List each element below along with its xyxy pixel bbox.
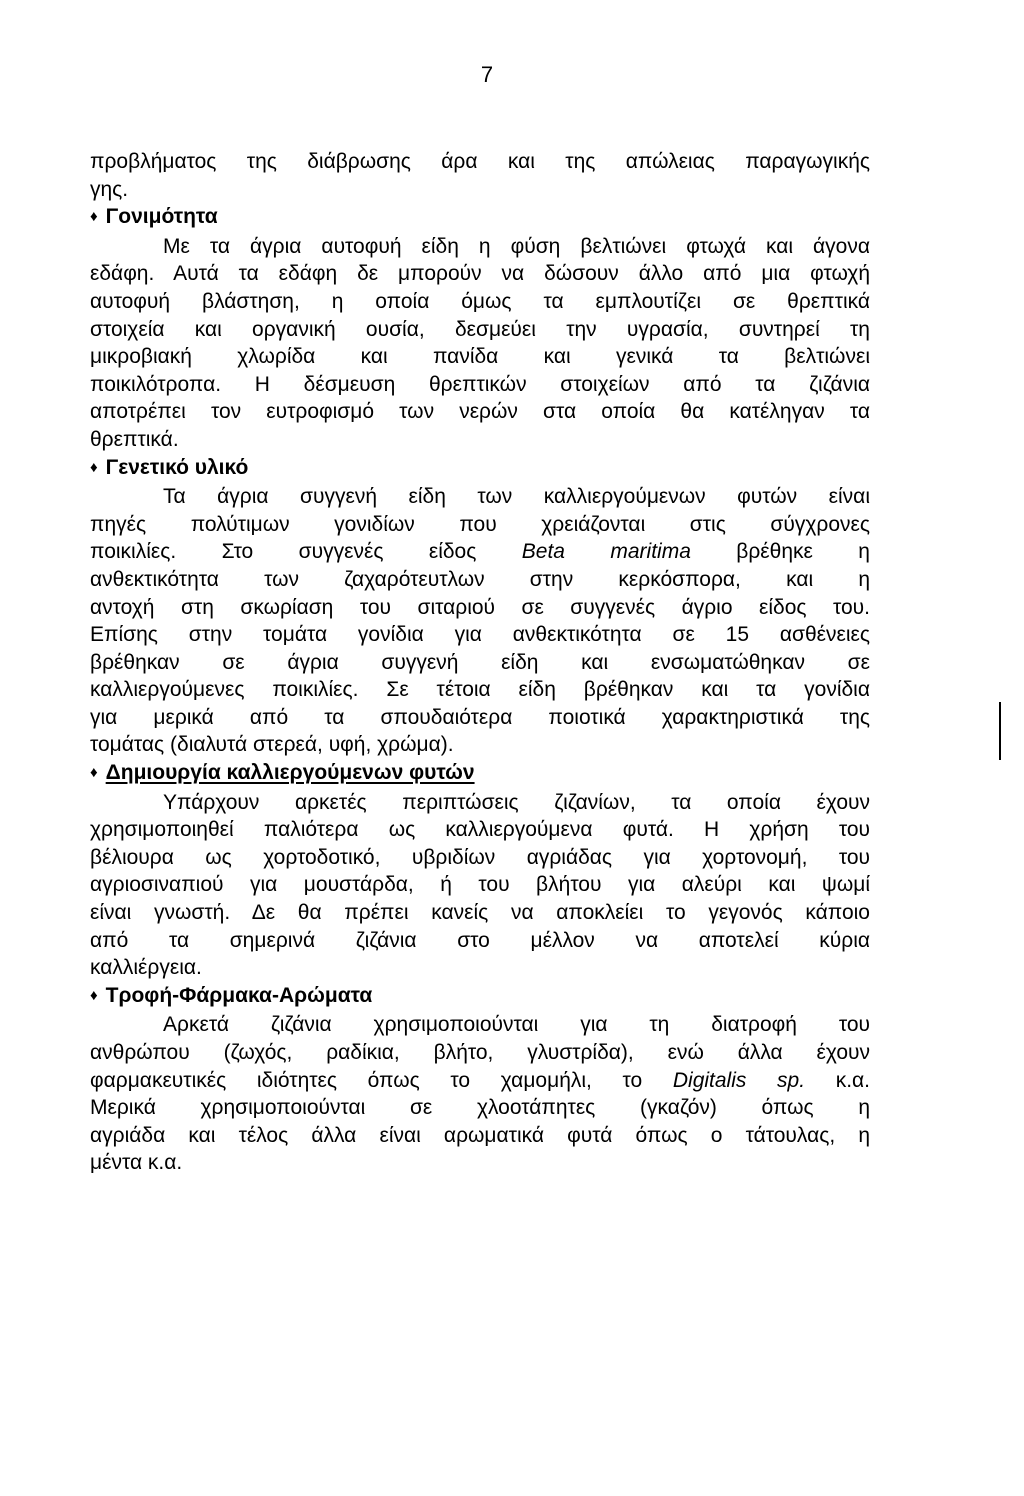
text-line: Με τα άγρια αυτοφυή είδη η φύση βελτιώνει φτωχά και άγονα (163, 234, 870, 258)
text-line: ανθεκτικότητα των ζαχαρότευτλων στην κερκόσπορα, και η (90, 567, 870, 591)
text-line: πηγές πολύτιμων γονιδίων που χρειάζονται στις σύγχρονες (90, 512, 870, 536)
diamond-bullet-icon: ♦ (90, 764, 98, 782)
text-segment: κ.α. (835, 1068, 871, 1092)
text-line: εδάφη. Αυτά τα εδάφη δε μπορούν να δώσουν άλλο από μια φτωχή (90, 262, 870, 286)
text-line: χρησιμοποιηθεί παλιότερα ως καλλιεργούμενα φυτά. Η χρήση του (90, 818, 870, 842)
text-line: γης. (90, 177, 129, 201)
text-line: ανθρώπου (ζωχός, ραδίκια, βλήτο, γλυστρίδα), ενώ άλλα έχουν (90, 1041, 870, 1064)
document-body (90, 148, 870, 1177)
species-name: Beta maritima (521, 540, 691, 564)
text-segment: ποικιλίες. Στο συγγενές είδος (90, 540, 477, 564)
diamond-bullet-icon: ♦ (90, 458, 98, 476)
section-heading-food (90, 982, 870, 1012)
text-line: αποτρέπει τον ευτροφισμό των νερών στα οποία θα κατέληγαν τα (90, 400, 870, 424)
text-line: καλλιέργεια. (90, 956, 202, 980)
text-line: Αρκετά ζιζάνια χρησιμοποιούνται για τη διατροφή του (163, 1013, 870, 1037)
text-line: Τα άγρια συγγενή είδη των καλλιεργούμενων φυτών είναι (163, 485, 870, 509)
species-name: Digitalis sp. (672, 1068, 806, 1092)
text-line: βρέθηκαν σε άγρια συγγενή είδη και ενσωματώθηκαν σε (90, 650, 870, 674)
text-line: μικροβιακή χλωρίδα και πανίδα και γενικά τα βελτιώνει (90, 345, 870, 369)
text-line: μέντα κ.α. (90, 1151, 183, 1175)
text-line: Επίσης στην τομάτα γονίδια για ανθεκτικότητα σε 15 ασθένειες (90, 623, 870, 647)
page-number: 7 (480, 62, 494, 87)
text-line: προβλήματος της διάβρωσης άρα και της απώλειας παραγωγικής (90, 150, 870, 173)
text-line (90, 1067, 870, 1095)
text-line: ποικιλότροπα. Η δέσμευση θρεπτικών στοιχείων από τα ζιζάνια (90, 372, 870, 396)
heading-text: Δημιουργία καλλιεργούμενων φυτών (105, 761, 475, 785)
margin-mark (999, 702, 1001, 760)
section-heading-genetic (90, 454, 870, 484)
text-line: βέλιουρα ως χορτοδοτικό, υβριδίων αγριάδας για χορτονομή, του (90, 845, 870, 869)
text-line: καλλιεργούμενες ποικιλίες. Σε τέτοια είδη βρέθηκαν και τα γονίδια (90, 678, 870, 702)
heading-text: Γενετικό υλικό (105, 455, 249, 479)
heading-text: Γονιμότητα (105, 205, 218, 229)
text-line (90, 538, 870, 566)
diamond-bullet-icon: ♦ (90, 208, 98, 226)
text-line: από τα σημερινά ζιζάνια στο μέλλον να αποτελεί κύρια (90, 928, 870, 952)
text-line: είναι γνωστή. Δε θα πρέπει κανείς να αποκλείει το γεγονός κάποιο (90, 901, 870, 925)
heading-text: Τροφή-Φάρμακα-Αρώματα (105, 983, 373, 1007)
text-segment: φαρμακευτικές ιδιότητες όπως το χαμομήλι, το (90, 1068, 643, 1092)
text-line: αγριοσιναπιού για μουστάρδα, ή του βλήτου για αλεύρι και ψωμί (90, 873, 870, 897)
text-line: τομάτας (διαλυτά στερεά, υφή, χρώμα). (90, 733, 454, 757)
text-line: για μερικά από τα σπουδαιότερα ποιοτικά χαρακτηριστικά της (90, 705, 870, 729)
section-heading-crops (90, 759, 870, 789)
text-segment: βρέθηκε η (736, 540, 870, 564)
text-line: στοιχεία και οργανική ουσία, δεσμεύει την υγρασία, συντηρεί τη (90, 317, 870, 341)
text-line: αυτοφυή βλάστηση, η οποία όμως τα εμπλουτίζει σε θρεπτικά (90, 289, 870, 313)
diamond-bullet-icon: ♦ (90, 986, 98, 1004)
section-heading-fertility (90, 203, 870, 233)
text-line: αντοχή στη σκωρίαση του σιταριού σε συγγενές άγριο είδος του. (90, 595, 870, 619)
text-line: Υπάρχουν αρκετές περιπτώσεις ζιζανίων, τα οποία έχουν (163, 790, 870, 814)
text-line: αγριάδα και τέλος άλλα είναι αρωματικά φυτά όπως ο τάτουλας, η (90, 1123, 870, 1147)
text-line: Μερικά χρησιμοποιούνται σε χλοοτάπητες (γκαζόν) όπως η (90, 1096, 870, 1120)
text-line: θρεπτικά. (90, 427, 179, 451)
